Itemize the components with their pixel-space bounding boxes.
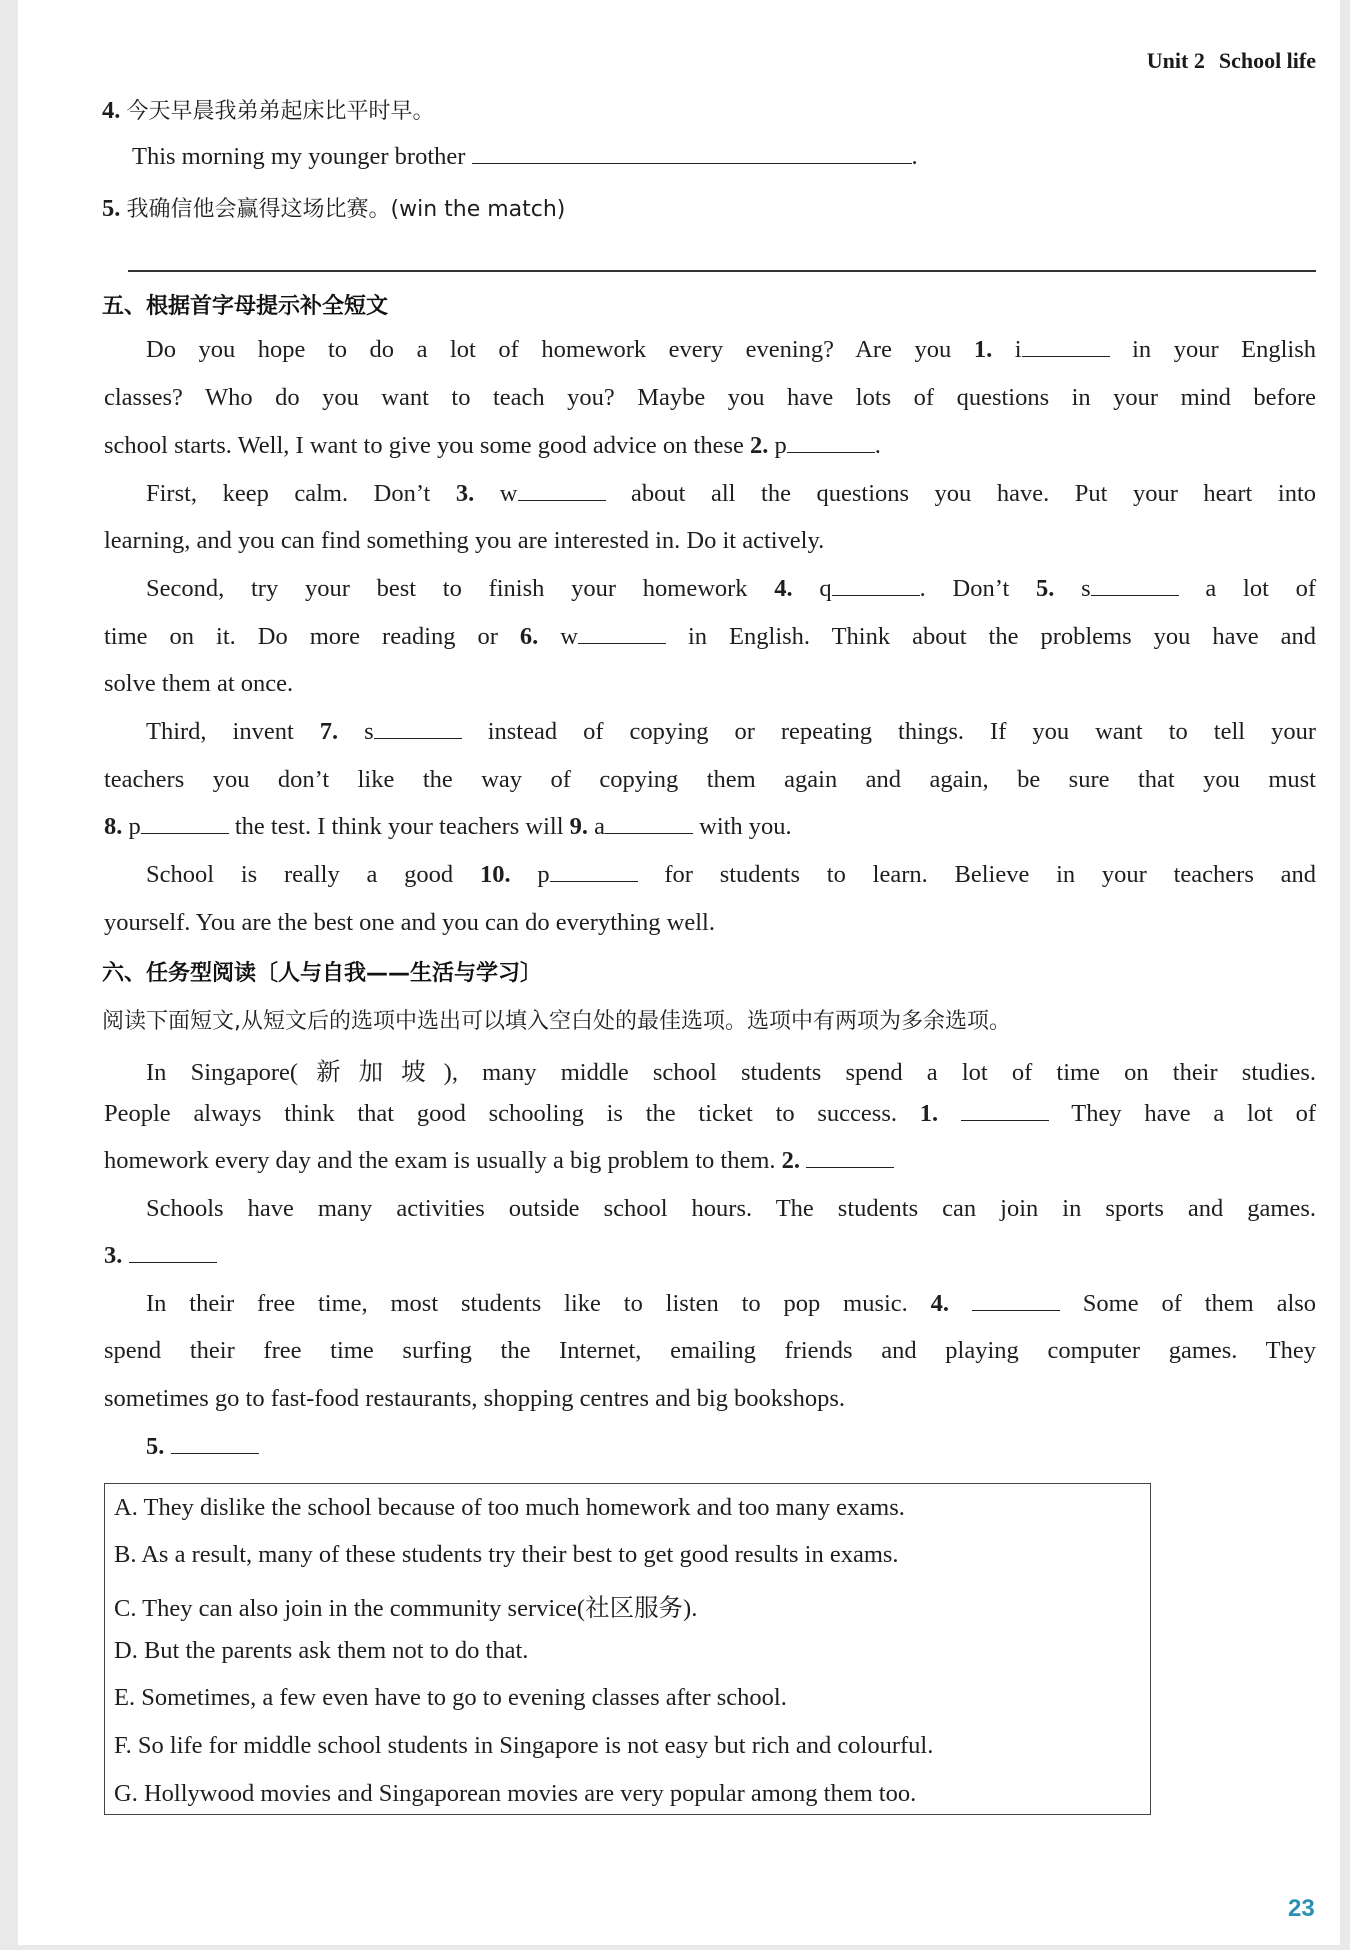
s5-line-13: yourself. You are the best one and you can do everything well. (104, 909, 715, 936)
s5-line-11: 8. p the test. I think your teachers will 9. a with you. (104, 813, 792, 840)
s5-line-9: Third, invent 7. s instead of copying or repeating things. If you want to tell your (146, 718, 1316, 745)
blank-10[interactable] (550, 861, 638, 882)
workbook-page (18, 0, 1340, 1945)
s5-line-6: Second, try your best to finish your homework 4. q . Don’t 5. s a lot of (146, 575, 1317, 602)
blank-1[interactable] (1022, 336, 1110, 357)
s5-line-10: teachers you don’t like the way of copying them again and again, be sure that you must (104, 766, 1316, 793)
running-header (1114, 48, 1316, 74)
s6-p4: 5. (146, 1433, 259, 1461)
s5-line-2: classes? Who do you want to teach you? Maybe you have lots of questions in your mind before (104, 384, 1316, 411)
blank-6[interactable] (578, 623, 666, 644)
option-b[interactable]: B. As a result, many of these students try their best to get good results in exams. (114, 1541, 899, 1568)
option-d[interactable]: D. But the parents ask them not to do that. (114, 1637, 529, 1664)
task-blank-3[interactable] (129, 1242, 217, 1263)
option-c[interactable]: C. They can also join in the community service(社区服务). (114, 1595, 698, 1622)
header-unit: Unit 2 (1146, 48, 1205, 73)
header-topic: School life (1218, 48, 1316, 73)
s5-line-7: time on it. Do more reading or 6. w in English. Think about the problems you have and (104, 623, 1317, 650)
s5-line-1: Do you hope to do a lot of homework every evening? Are you 1. i in your English (146, 336, 1317, 363)
s6-p3-line1: In their free time, most students like to listen to pop music. 4. Some of them also (146, 1290, 1317, 1317)
option-f[interactable]: F. So life for middle school students in Singapore is not easy but rich and colourful. (114, 1732, 934, 1759)
blank-7[interactable] (374, 718, 462, 739)
q4-period: . (911, 143, 918, 170)
task-blank-1[interactable] (961, 1100, 1049, 1121)
translation-q4 (102, 94, 435, 125)
blank-5[interactable] (1091, 575, 1179, 596)
blank-2[interactable] (787, 432, 875, 453)
blank-9[interactable] (605, 813, 693, 834)
option-g[interactable]: G. Hollywood movies and Singaporean movies are very popular among them too. (114, 1780, 917, 1807)
option-a[interactable]: A. They dislike the school because of too much homework and too many exams. (114, 1494, 905, 1521)
blank-8[interactable] (141, 813, 229, 834)
s6-p3-line3: sometimes go to fast-food restaurants, shopping centres and big bookshops. (104, 1385, 846, 1412)
s5-line-3: school starts. Well, I want to give you some good advice on these 2. p . (104, 432, 881, 459)
s5-line-8: solve them at once. (104, 670, 294, 697)
section6-title: 六、任务型阅读〔人与自我——生活与学习〕 (102, 961, 543, 986)
option-e[interactable]: E. Sometimes, a few even have to go to evening classes after school. (114, 1684, 787, 1711)
s6-p1-line1: In Singapore(新加坡), many middle school students spend a lot of time on their studies. (146, 1059, 1316, 1086)
q4-number: 4. (102, 97, 121, 124)
s6-p3-line2: spend their free time surfing the Internet, emailing friends and playing computer games. They (104, 1337, 1316, 1364)
translation-q4-english (132, 143, 918, 171)
q5-chinese: 我确信他会赢得这场比赛。(win the match) (126, 197, 566, 222)
q5-answer-line[interactable] (128, 270, 1316, 272)
task-blank-2[interactable] (806, 1147, 894, 1168)
s6-p2-line2: 3. (104, 1242, 217, 1270)
blank-4[interactable] (832, 575, 920, 596)
task-blank-4[interactable] (972, 1290, 1060, 1311)
s6-p1-line3: homework every day and the exam is usually a big problem to them. 2. (104, 1147, 894, 1175)
q4-answer-blank[interactable] (472, 143, 912, 164)
blank-3[interactable] (518, 480, 606, 501)
task-blank-5[interactable] (171, 1433, 259, 1454)
s5-line-12: School is really a good 10. p for students to learn. Believe in your teachers and (146, 861, 1317, 888)
s5-line-4: First, keep calm. Don’t 3. w about all the questions you have. Put your heart into (146, 480, 1317, 507)
q4-english-stem: This morning my younger brother (132, 143, 466, 170)
s6-p1-line2: People always think that good schooling is the ticket to success. 1. They have a lot of (104, 1100, 1317, 1127)
section5-title: 五、根据首字母提示补全短文 (102, 294, 389, 319)
section6-instruction: 阅读下面短文,从短文后的选项中选出可以填入空白处的最佳选项。选项中有两项为多余选项。 (102, 1009, 1011, 1034)
translation-q5 (102, 192, 565, 223)
q5-number: 5. (102, 195, 121, 222)
s5-line-5: learning, and you can find something you are interested in. Do it actively. (104, 527, 825, 554)
s6-p2-line1: Schools have many activities outside school hours. The students can join in sports and games. (146, 1195, 1316, 1222)
q4-chinese: 今天早晨我弟弟起床比平时早。 (126, 99, 435, 124)
page-number: 23 (1288, 1895, 1315, 1922)
